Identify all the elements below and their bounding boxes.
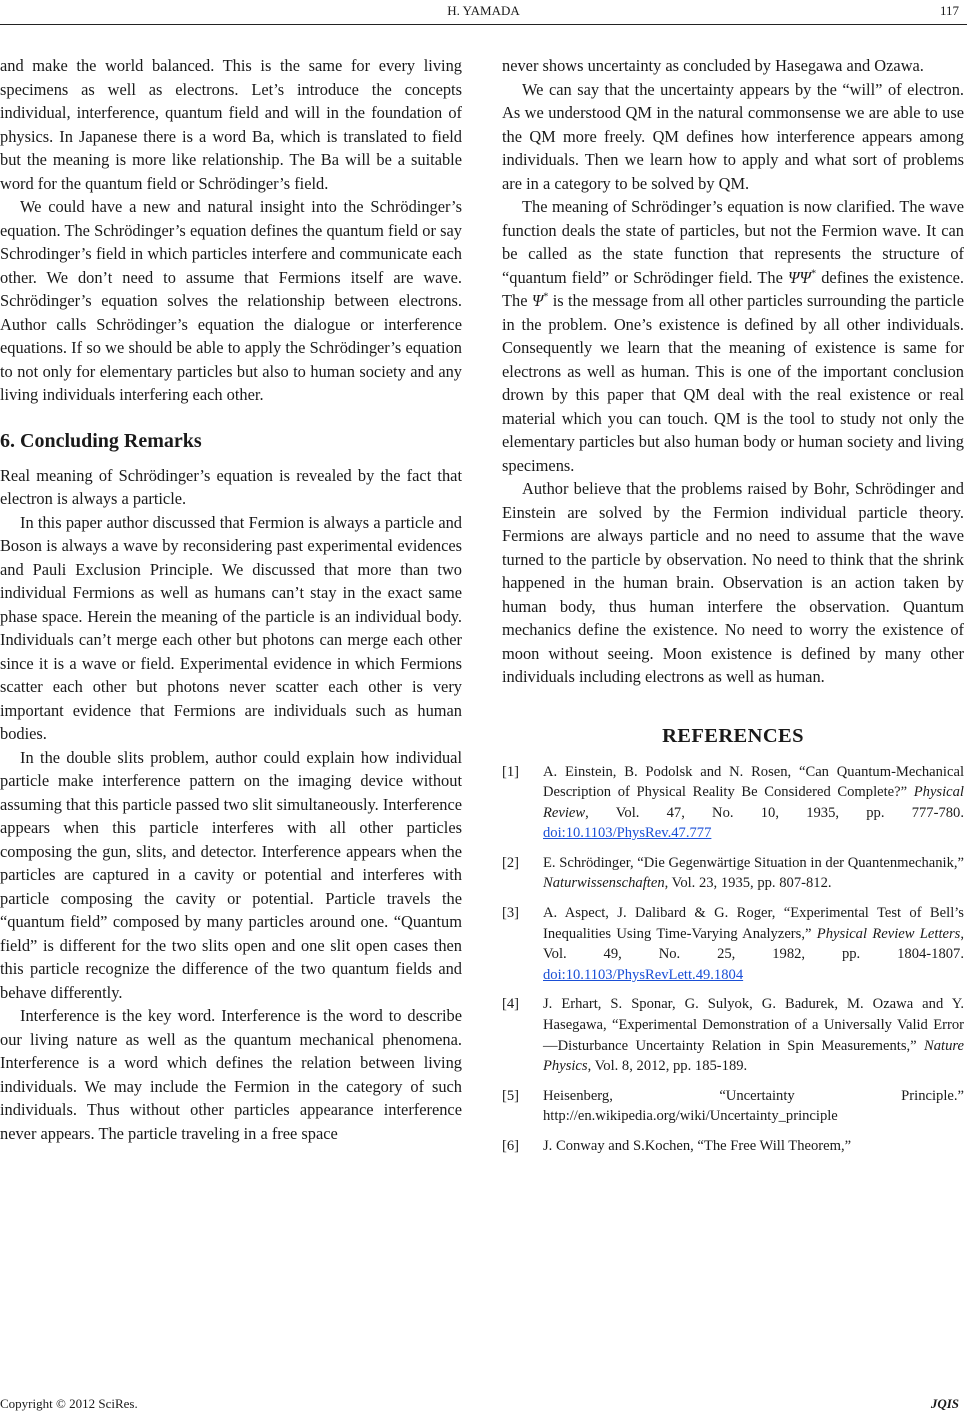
reference-text: , Vol. 23, 1935, pp. 807-812.	[664, 875, 832, 892]
doi-link[interactable]: doi:10.1103/PhysRevLett.49.1804	[543, 966, 744, 983]
reference-number: [1]	[502, 763, 520, 780]
reference-item	[502, 853, 964, 894]
journal-abbreviation: JQIS	[930, 1396, 959, 1411]
section-heading: 6. Concluding Remarks	[0, 429, 202, 452]
left-column	[0, 54, 462, 1145]
reference-item	[502, 1136, 964, 1157]
reference-number: [4]	[502, 996, 520, 1013]
reference-item	[502, 994, 964, 1076]
paragraph: We could have a new and natural insight into the Schrödinger’s equation. The Schrödinger’s equation defines the quantum field or say Schrodinger’s field in which particles interfere and communicate each other. We don’t need to assume that Fermions itself are wave. Schrödinger’s equation solves the relationship between electrons. Author calls Schrödinger’s equation the dialogue or interference equations. If so we should be able to apply the Schrödinger’s equation to not only for elementary particles but also to human society and any living individuals interfering each other.	[0, 197, 462, 404]
reference-number: [5]	[502, 1087, 520, 1104]
reference-text: J. Conway and S.Kochen, “The Free Will Theorem,”	[543, 1138, 852, 1154]
superscript-star: *	[811, 268, 817, 280]
reference-journal: Physical Review	[543, 784, 964, 821]
reference-text: J. Erhart, S. Sponar, G. Sulyok, G. Badurek, M. Ozawa and Y. Hasegawa, “Experimental Demonstration of a Universally Valid Error—Disturbance Uncertainty Relation in Spin Measurements,”	[543, 996, 964, 1054]
reference-text: E. Schrödinger, “Die Gegenwärtige Situation in der Quantenmechanik,”	[543, 854, 964, 871]
reference-item	[502, 903, 964, 985]
superscript-star: *	[543, 291, 549, 303]
copyright-notice: Copyright © 2012 SciRes.	[0, 1396, 138, 1411]
references-heading: REFERENCES	[662, 724, 804, 747]
page-number: 117	[939, 3, 959, 18]
reference-journal: Physical Review Letters	[816, 925, 961, 942]
paragraph: In the double slits problem, author could explain how individual particle make interference pattern on the imaging device without assuming that this particle passed two slit simultaneously. Interference appears when this particle interferes with all other particles composing the gun, slits, and detector. Interference appears when the particles are captured in a cavity or potential and interferes with particle composing the cavity or potential. Particle travels the “quantum field” composed by many particles around one. “Quantum field” is different for the two slits open and one slit open cases then this particle recognize the difference of the two quantum fields and behave differently.	[0, 747, 462, 1002]
header-rule	[0, 24, 967, 25]
reference-text: , Vol. 47, No. 10, 1935, pp. 777-780.	[585, 804, 964, 821]
psi-psi-star-symbol: ΨΨ	[788, 267, 812, 287]
reference-text: Heisenberg, “Uncertainty Principle.” http://en.wikipedia.org/wiki/Uncertainty_principle	[543, 1087, 964, 1125]
reference-journal: Nature Physics	[543, 1037, 964, 1075]
reference-number: [3]	[502, 905, 520, 922]
paragraph: Author believe that the problems raised by Bohr, Schrödinger and Einstein are solved by the Fermion individual particle theory. Fermions are always particle and no need to assume that the wave turned to the particle by observation. No need to think that the shrink happened in the human brain. Observation is an action taken by human body, thus human interfere the observation. Quantum mechanics define the existence. No need to worry the existence of moon without seeing. Moon existence is defined by many other individuals including electrons as well as human.	[502, 479, 964, 686]
paragraph-text: The meaning of Schrödinger’s equation is now clarified. The wave function deals the state of particles, but not the Fermion wave. It can be called as the state function that represents the structure of “quantum field” or Schrödinger field. The	[502, 197, 964, 287]
paragraph-text: is the message from all other particles surrounding the particle in the problem. One’s existence is defined by all other individuals. Consequently we learn that the meaning of existence is same for electrons as well as human. This is one of the important conclusion drown by this paper that QM deal with the real existence or real material which you can touch. QM is the tool to study not only the elementary particles but also human body or human society and living specimens.	[502, 291, 964, 475]
psi-star-symbol: Ψ	[531, 291, 544, 310]
right-column	[502, 54, 964, 1166]
doi-link[interactable]: doi:10.1103/PhysRev.47.777	[543, 825, 712, 842]
paragraph: Interference is the key word. Interference is the word to describe our living nature as well as the quantum mechanical phenomena. Interference is a word which defines the relation between living individuals. We may include the Fermion in the category of such individuals. Thus without other particles appearance interference never appears. The particle traveling in a free space	[0, 1006, 462, 1143]
running-head	[0, 3, 967, 21]
reference-number: [6]	[502, 1138, 520, 1154]
paragraph-text: defines the existence. The	[502, 267, 964, 310]
running-head-author: H. YAMADA	[447, 3, 520, 18]
reference-item	[502, 762, 964, 844]
reference-text: , Vol. 49, No. 25, 1982, pp. 1804-1807.	[543, 925, 964, 963]
paragraph: Real meaning of Schrödinger’s equation is revealed by the fact that electron is always a particle.	[0, 465, 462, 508]
paragraph: We can say that the uncertainty appears by the “will” of electron. As we understood QM in the natural commonsense we are able to use the QM more freely. QM defines how interference appears among individuals. Then we learn how to apply and what sort of problems are in a category to be solved by QM.	[502, 79, 964, 193]
paragraph: never shows uncertainty as concluded by Hasegawa and Ozawa.	[502, 56, 924, 75]
paragraph: and make the world balanced. This is the same for every living specimens as well as electrons. Let’s introduce the concepts individual, interference, quantum field and will in the foundation of physics. In Japanese there is a word Ba, which is translated to field but the meaning is more like relationship. The Ba will be a suitable word for the quantum field or Schrödinger’s field.	[0, 56, 462, 193]
reference-number: [2]	[502, 854, 520, 871]
reference-text: A. Einstein, B. Podolsk and N. Rosen, “Can Quantum-Mechanical Description of Physical Reality Be Considered Complete?”	[543, 763, 964, 801]
paragraph: In this paper author discussed that Fermion is always a particle and Boson is always a wave by reconsidering past experimental evidences and Pauli Exclusion Principle. We discussed that more than two individual Fermions as well as humans can’t stay in the exact same phase space. Herein the meaning of the particle is an individual body. Individuals can’t merge each other but photons can merge each other since it is a wave or field. Experimental evidence in which Fermions scatter each other but photons never scatter each other is very important evidence that Fermions are individuals such as human bodies.	[0, 512, 462, 743]
paragraph	[502, 195, 964, 477]
reference-text: , Vol. 8, 2012, pp. 185-189.	[587, 1058, 748, 1075]
reference-item	[502, 1086, 964, 1127]
reference-list	[502, 762, 964, 1157]
reference-journal: Naturwissenschaften	[543, 875, 665, 892]
reference-text: A. Aspect, J. Dalibard & G. Roger, “Experimental Test of Bell’s Inequalities Using Time-Varying Analyzers,”	[543, 905, 964, 942]
